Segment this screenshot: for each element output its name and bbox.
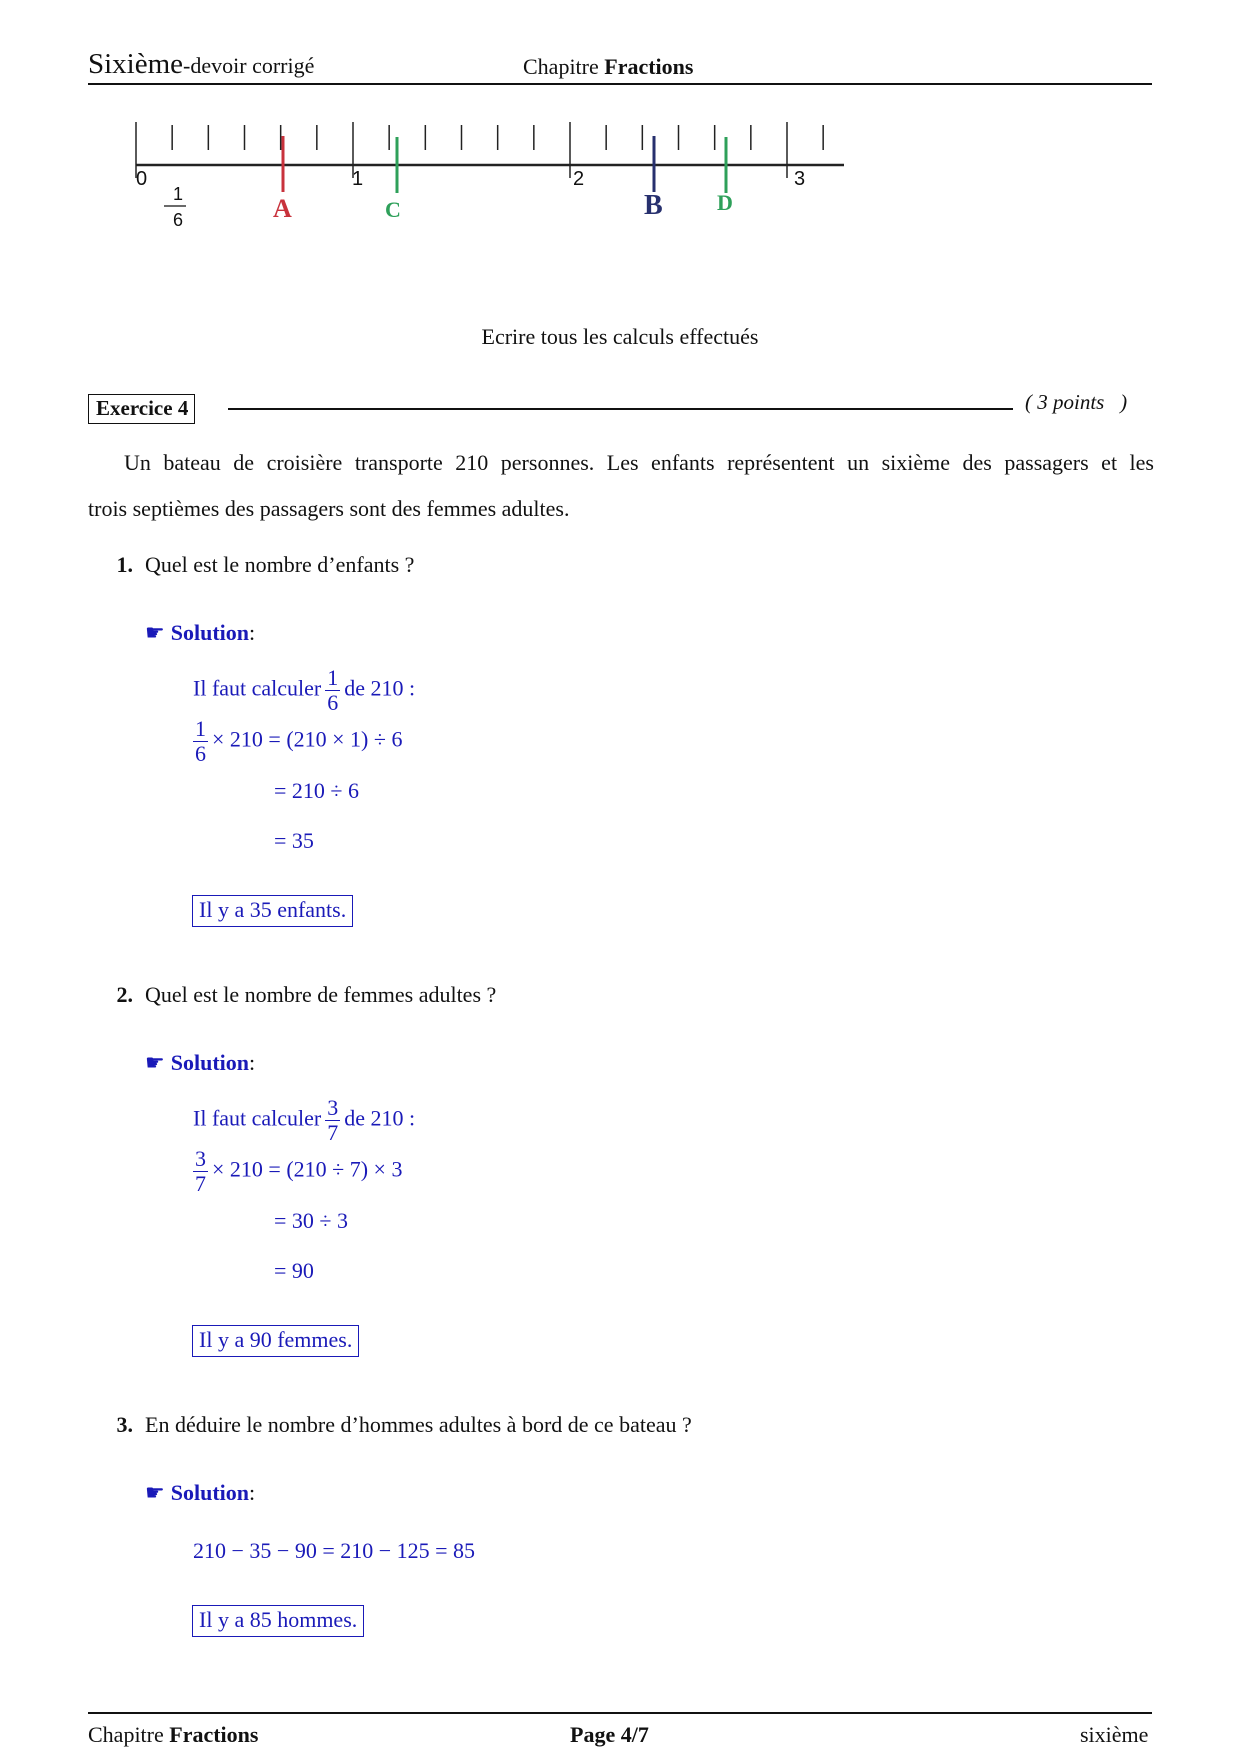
calc-step-3: = 35: [274, 828, 314, 853]
fraction: [193, 1147, 208, 1196]
header-chapter: [523, 54, 693, 80]
solution-label: Solution: [170, 620, 249, 645]
solution-colon: :: [249, 1050, 256, 1075]
fraction: [325, 666, 340, 715]
fraction-denominator: 6: [327, 690, 339, 715]
number-line-ticks: [136, 122, 823, 178]
point-d-marker: [725, 137, 728, 193]
question-number: 2.: [116, 982, 133, 1007]
pointing-hand-icon: ☛: [145, 620, 165, 645]
solution-heading-3: [145, 1480, 255, 1506]
fraction-label-numerator: 1: [173, 184, 184, 204]
fraction-numerator: 3: [327, 1095, 339, 1120]
point-a-marker: [282, 136, 285, 192]
footer-page-number: Page 4/7: [570, 1722, 649, 1747]
calc-step-3: = 90: [274, 1258, 314, 1283]
calc-step-1: [189, 1147, 402, 1196]
question-text: En déduire le nombre d’hommes adultes à bord de ce bateau ?: [145, 1412, 692, 1437]
footer-chapter-prefix: Chapitre: [88, 1722, 164, 1747]
tick-label-2: 2: [573, 168, 585, 190]
point-b-marker: [653, 136, 656, 192]
tick-label-0: 0: [136, 168, 148, 190]
header-chapter-prefix: Chapitre: [523, 54, 599, 79]
number-line: [120, 120, 860, 240]
solution-colon: :: [249, 1480, 256, 1505]
solution-heading-1: [145, 620, 255, 646]
calc-step-2: = 210 ÷ 6: [274, 778, 359, 803]
fraction: [325, 1096, 340, 1145]
point-d-label: D: [717, 190, 733, 215]
answer-box-3: Il y a 85 hommes.: [192, 1605, 364, 1637]
solution-label: Solution: [170, 1480, 249, 1505]
header-chapter-name: Fractions: [604, 54, 694, 79]
pointing-hand-icon: ☛: [145, 1480, 165, 1505]
point-c-marker: [396, 137, 399, 193]
answer-box-1: Il y a 35 enfants.: [192, 895, 353, 927]
question-number: 1.: [116, 552, 133, 577]
tick-label-1: 1: [352, 168, 364, 190]
header-left: [88, 48, 314, 81]
question-text: Quel est le nombre d’enfants ?: [145, 552, 415, 577]
calc-intro-1: [193, 666, 415, 715]
header-subtitle: -devoir corrigé: [183, 53, 315, 78]
step-text: × 210 = (210 ÷ 7) × 3: [212, 1156, 403, 1182]
intro-line-1: Un bateau de croisière transporte 210 personnes. Les enfants représentent un sixième des passagers et les: [124, 450, 1154, 475]
exercise-intro: [88, 440, 1154, 532]
step-text: × 210 = (210 × 1) ÷ 6: [212, 726, 403, 752]
calc-suffix: de 210 :: [344, 1105, 416, 1131]
point-c-label: C: [385, 197, 401, 222]
calc-intro-2: [193, 1096, 415, 1145]
exercise-title: Exercice 4: [88, 394, 195, 424]
answer-box-2: Il y a 90 femmes.: [192, 1325, 359, 1357]
footer-level: sixième: [1080, 1722, 1149, 1747]
fraction-label-denominator: 6: [173, 210, 184, 230]
fraction-denominator: 6: [195, 741, 206, 766]
solution-heading-2: [145, 1050, 255, 1076]
footer-rule: [88, 1712, 1152, 1714]
question-3: [100, 1412, 692, 1438]
fraction-denominator: 7: [327, 1120, 339, 1145]
footer-chapter-name: Fractions: [169, 1722, 259, 1747]
question-1: [100, 552, 414, 578]
calc-step-2: = 30 ÷ 3: [274, 1208, 348, 1233]
exercise-rule: [228, 408, 1013, 410]
question-number: 3.: [116, 1412, 133, 1437]
calc-prefix: Il faut calculer: [193, 675, 322, 701]
header-level: Sixième: [88, 48, 184, 80]
pointing-hand-icon: ☛: [145, 1050, 165, 1075]
fraction-numerator: 1: [195, 716, 206, 741]
point-a-label: A: [273, 194, 292, 223]
solution-label: Solution: [170, 1050, 249, 1075]
calc-step-1: [189, 717, 402, 766]
fraction-numerator: 1: [327, 665, 339, 690]
calc-prefix: Il faut calculer: [193, 1105, 322, 1131]
tick-label-3: 3: [794, 168, 806, 190]
point-b-label: B: [644, 190, 663, 221]
intro-line-2: trois septièmes des passagers sont des femmes adultes.: [88, 496, 570, 521]
fraction-denominator: 7: [195, 1171, 206, 1196]
header-rule: [88, 83, 1152, 85]
question-text: Quel est le nombre de femmes adultes ?: [145, 982, 497, 1007]
solution-colon: :: [249, 620, 256, 645]
fraction: [193, 717, 208, 766]
calc-suffix: de 210 :: [344, 675, 416, 701]
calc-line-3: 210 − 35 − 90 = 210 − 125 = 85: [193, 1538, 476, 1563]
instruction: Ecrire tous les calculs effectués: [481, 324, 759, 349]
question-2: [100, 982, 496, 1008]
footer-chapter: [88, 1722, 258, 1748]
exercise-points: ( 3 points ): [1025, 390, 1128, 414]
fraction-numerator: 3: [195, 1146, 206, 1171]
